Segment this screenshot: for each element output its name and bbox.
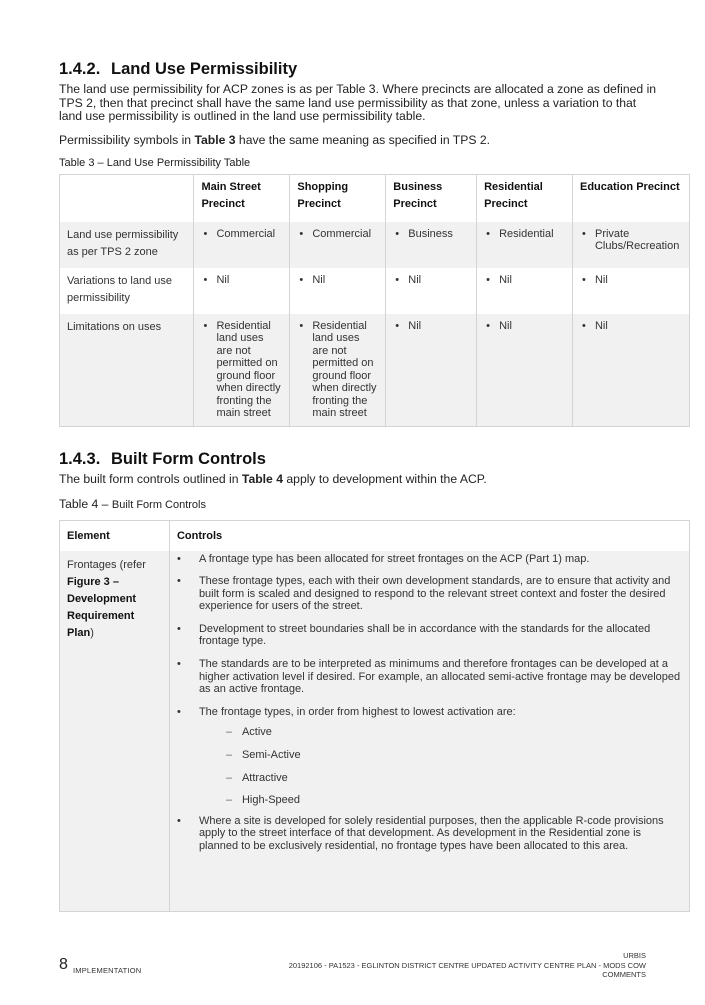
table-cell: • Nil [580,274,682,287]
built-form-controls-table [59,520,690,912]
control-item: • Where a site is developed for solely residential purposes, then the applicable R-code provisions apply to the street interface of that development. As development in the Residential zone is planned to be exclusively residential, no frontage types have been allocated to this area. [177,815,682,853]
page-section-label: IMPLEMENTATION [73,966,142,975]
table-header-cell: Main Street Precinct [194,175,290,222]
section-heading-land-use [59,60,297,79]
section-heading-built-form [59,450,266,469]
row-label: Land use permissibility as per TPS 2 zone [60,222,194,268]
table-row [60,314,690,427]
table-row [60,222,690,268]
table-header-cell [60,175,194,222]
built-form-paragraph: The built form controls outlined in Table 4 apply to development within the ACP. [59,472,487,486]
table-header-cell: Education Precinct [572,175,689,222]
section-title: Built Form Controls [111,450,266,468]
table-3-caption: Table 3 – Land Use Permissibility Table [59,157,251,169]
element-cell: Frontages (refer Figure 3 – Development Requirement Plan) [60,551,170,912]
table-cell: • Business [393,228,469,241]
table-header-cell: Residential Precinct [477,175,573,222]
row-label: Limitations on uses [60,314,194,427]
table-cell: • Residential [484,228,565,241]
table-header-cell: Controls [169,521,689,551]
table-cell: • Nil [393,320,469,333]
table-cell: • Nil [201,274,282,287]
table-cell: • Nil [484,320,565,333]
land-use-paragraph: The land use permissibility for ACP zones is as per Table 3. Where precincts are allocated a zone as defined in TPS 2, then that precinct shall have the same land use permissibility as that zone, unless a variation to that land use permissibility is outlined in the land use permissibility table. [59,82,657,124]
footer-org: URBIS [623,951,646,960]
land-use-permissibility-table [59,174,690,427]
table-4-reference: Table 4 [241,472,283,486]
page-number: 8 [59,956,68,973]
control-item: • The standards are to be interpreted as minimums and therefore frontages can be developed at a higher activation level if desired. For example, an allocated semi-active frontage may be developed as an active frontage. [177,658,682,696]
table-cell: • Commercial [201,228,282,241]
table-cell: • Commercial [297,228,378,241]
table-header-cell: Business Precinct [386,175,477,222]
figure-3-reference: Figure 3 – Development Requirement Plan [67,575,137,639]
table-cell: • Residential land uses are not permitted on ground floor when directly fronting the main street [297,320,378,420]
table-row [60,551,690,912]
frontage-type-item: – High-Speed [199,794,682,807]
table-cell: • Nil [580,320,682,333]
table-header-row [60,521,690,551]
control-item: • These frontage types, each with their own development standards, are to ensure that activity and built form is scaled and designed to respond to the relevant street context and foster the desired experience for users of the street. [177,575,682,613]
table-cell: • Private Clubs/Recreation [580,228,682,253]
section-number: 1.4.3. [59,450,101,468]
table-header-cell: Element [67,529,110,542]
frontage-type-item: – Active [199,726,682,739]
section-number: 1.4.2. [59,60,101,78]
controls-cell [169,551,689,912]
row-label: Variations to land use permissibility [67,274,172,304]
frontage-types-list [199,726,682,806]
table-3-reference: Table 3 [194,133,236,147]
table-header-row [60,175,690,222]
frontage-type-item: – Attractive [199,772,682,785]
permissibility-symbols-paragraph: Permissibility symbols in Table 3 have the same meaning as specified in TPS 2. [59,133,491,147]
control-item: • A frontage type has been allocated for street frontages on the ACP (Part 1) map. [177,553,682,566]
footer-document-info [266,951,646,980]
table-cell: • Nil [393,274,469,287]
control-item: • The frontage types, in order from highest to lowest activation are: – Active – Semi-Active – Attractive – High-Speed [177,706,682,807]
table-4-caption: Table 4 – Built Form Controls [59,497,206,511]
section-title: Land Use Permissibility [111,60,298,78]
frontage-type-item: – Semi-Active [199,749,682,762]
table-cell: • Residential land uses are not permitted on ground floor when directly fronting the main street [201,320,282,420]
table-row [60,268,690,314]
table-cell: • Nil [297,274,378,287]
footer-doc-line: 20192106 - PA1523 - EGLINTON DISTRICT CENTRE UPDATED ACTIVITY CENTRE PLAN - MODS COW [288,960,646,970]
control-item: • Development to street boundaries shall be in accordance with the standards for the allocated frontage type. [177,623,682,648]
table-header-cell: Shopping Precinct [290,175,386,222]
footer-doc-line: COMMENTS [602,970,646,980]
table-cell: • Nil [484,274,565,287]
